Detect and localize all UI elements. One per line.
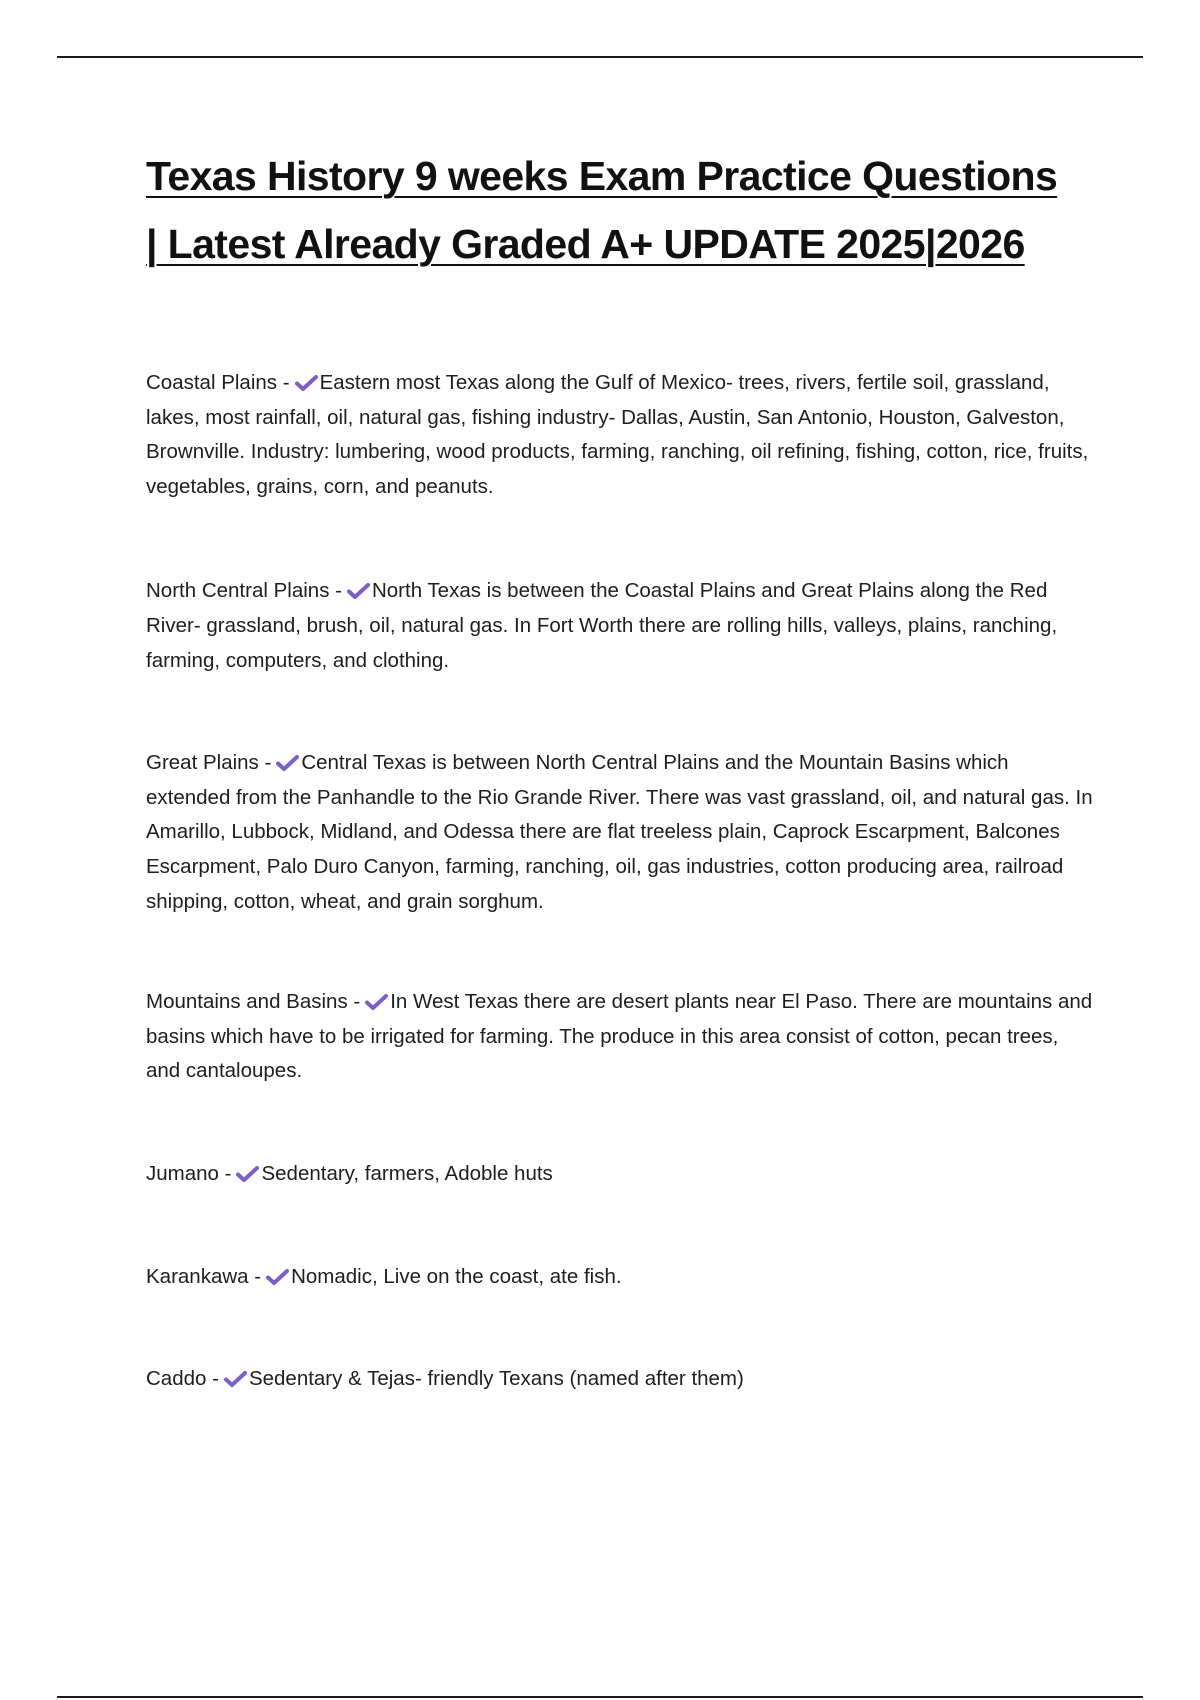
qa-item-caddo [146, 1362, 1096, 1397]
bottom-rule [57, 1696, 1143, 1698]
title-line-2: | Latest Already Graded A+ UPDATE 2025|2026 [146, 221, 1025, 267]
qa-item-north-central-plains [146, 574, 1096, 678]
qa-answer: Sedentary & Tejas- friendly Texans (named after them) [248, 1367, 744, 1391]
qa-term: Karankawa - [146, 1264, 262, 1288]
qa-item-great-plains [146, 746, 1096, 919]
qa-item-mountains-and-basins [146, 985, 1096, 1089]
qa-answer: In West Texas there are desert plants near El Paso. There are mountains and basins which have to be irrigated for farming. The produce in this area consist of cotton, pecan trees, and cantaloupes. [146, 990, 1093, 1083]
document-body [146, 142, 1096, 1397]
qa-term: Coastal Plains - [146, 371, 290, 394]
check-icon [265, 1268, 290, 1286]
qa-answer: Nomadic, Live on the coast, ate fish. [291, 1264, 622, 1288]
check-icon [346, 582, 371, 600]
qa-term: North Central Plains - [146, 579, 342, 603]
qa-answer: North Texas is between the Coastal Plains and Great Plains along the Red River- grassland, brush, oil, natural gas. In Fort Worth there are rolling hills, valleys, plains, ranching, farming, computers, and clothing. [146, 579, 1058, 672]
qa-term: Jumano - [146, 1161, 232, 1185]
qa-answer: Sedentary, farmers, Adoble huts [261, 1161, 553, 1185]
top-rule [57, 56, 1143, 58]
qa-item-coastal-plains [146, 366, 1096, 504]
title-line-1: Texas History 9 weeks Exam Practice Questions [146, 153, 1058, 199]
qa-term: Great Plains - [146, 751, 272, 775]
check-icon [223, 1370, 248, 1388]
qa-item-karankawa [146, 1260, 1096, 1295]
check-icon [294, 374, 319, 392]
qa-term: Caddo - [146, 1367, 219, 1391]
check-icon [275, 754, 300, 772]
qa-answer: Central Texas is between North Central Plains and the Mountain Basins which extended from the Panhandle to the Rio Grande River. There was vast grassland, oil, and natural gas. In Amarillo, Lubbock, Midland, and Odessa there are flat treeless plain, Caprock Escarpment, Balcones Escarpment, Palo Duro Canyon, farming, ranching, oil, gas industries, cotton producing area, railroad shipping, cotton, wheat, and grain sorghum. [146, 751, 1093, 913]
qa-item-jumano [146, 1157, 1096, 1192]
document-title [146, 142, 1096, 278]
qa-list [146, 366, 1096, 1397]
check-icon [364, 993, 389, 1011]
check-icon [235, 1165, 260, 1183]
qa-term: Mountains and Basins - [146, 990, 361, 1014]
qa-answer: Eastern most Texas along the Gulf of Mexico- trees, rivers, fertile soil, grassland, lakes, most rainfall, oil, natural gas, fishing industry- Dallas, Austin, San Antonio, Houston, Galveston, Brownville. Industry: lumbering, wood products, farming, ranching, oil refining, fishing, cotton, rice, fruits, vegetables, grains, corn, and peanuts. [146, 371, 1089, 498]
